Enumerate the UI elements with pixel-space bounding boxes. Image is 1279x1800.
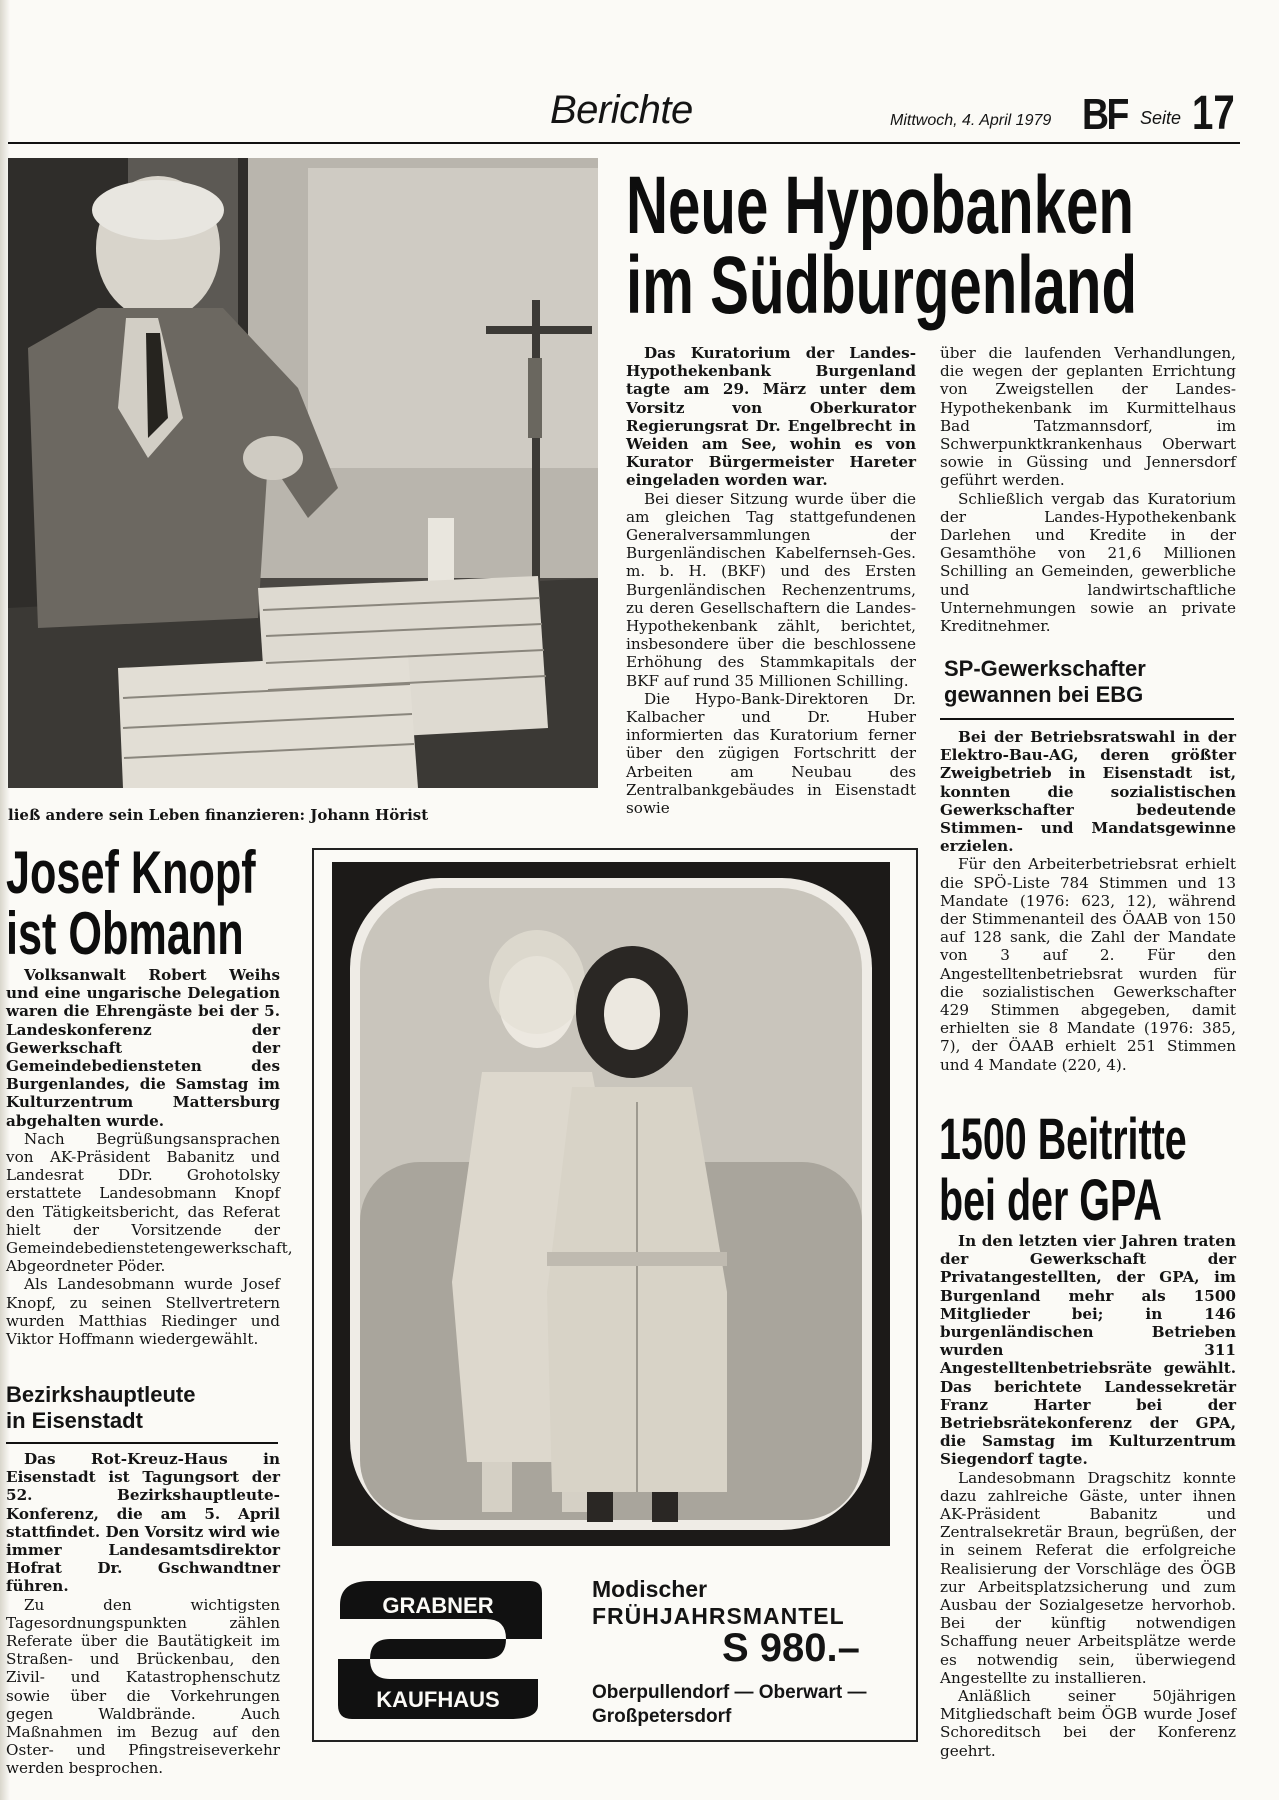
ad-line-1: Modischer	[592, 1576, 708, 1602]
article-hypo-column-1	[626, 344, 916, 817]
article-paragraph: Als Landesobmann wurde Josef Knopf, zu seinen Stellvertretern wurden Matthias Riedinger und Viktor Hoffmann wiedergewählt.	[6, 1275, 280, 1349]
ad-locations: Großpetersdorf	[592, 1706, 732, 1727]
article-paragraph: über die laufenden Verhandlungen, die wegen der geplanten Errichtung von Zweigstellen der Landes-Hypothekenbank im Kurmittelhaus Bad Tatzmannsdorf, im Schwerpunktkrankenhaus Oberwart sowie in Güssing und Jennersdorf geführt werden.	[940, 344, 1236, 490]
headline-sp-gewerkschafter	[944, 656, 1146, 709]
headline-line: ist Obmann	[6, 900, 244, 968]
header-rule	[8, 142, 1240, 144]
article-lead: In den letzten vier Jahren traten der Gewerkschaft der Privatangestellten, der GPA, im Burgenland mehr als 1500 Mitglieder bei; in 146 burgenländischen Betrieben wurden 311 Angestelltenbetriebsräte gewählt. Das berichtete Landessekretär Franz Harter bei der Betriebsrätekonferenz der GPA, die Samstag im Kulturzentrum Siegendorf tagte.	[940, 1232, 1236, 1469]
photo-caption: ließ andere sein Leben finanzieren: Johann Hörist	[8, 806, 429, 824]
article-lead: Bei der Betriebsratswahl in der Elektro-Bau-AG, deren größter Zweigbetrieb in Eisenstadt ist, konnten die sozialistischen Gewerkschafter bedeutende Stimmen- und Mandatsgewinne erzielen.	[940, 728, 1236, 856]
headline-line: gewannen bei EBG	[944, 682, 1144, 708]
headline-line: im Südburgenland	[626, 240, 1138, 332]
article-knopf-body	[6, 966, 293, 1349]
article-gpa-body	[940, 1232, 1236, 1760]
article-lead: Volksanwalt Robert Weihs und eine ungarische Delegation waren die Ehrengäste bei der 5. Landeskonferenz der Gewerkschaft der Gemeindebediensteten des Burgenlandes, die Samstag im Kulturzentrum Mattersburg abgehalten wurde.	[6, 966, 280, 1130]
ad-price: S 980.–	[722, 1626, 860, 1670]
article-sp-body	[940, 728, 1236, 1074]
headline-bezirkshauptleute	[6, 1382, 196, 1435]
article-lead: Das Kuratorium der Landes-Hypothekenbank Burgenland tagte am 29. März unter dem Vorsitz von Oberkurator Regierungsrat Dr. Engelbrecht in Weiden am See, wohin es von Kurator Bürgermeister Hareter eingeladen worden war.	[626, 344, 916, 490]
headline-hypobanken	[626, 160, 1138, 332]
section-title: Berichte	[550, 88, 693, 132]
headline-line: SP-Gewerkschafter	[944, 656, 1146, 681]
newspaper-logo: BF	[1082, 90, 1127, 139]
article-paragraph: Zu den wichtigsten Tagesordnungspunkten zählen Referate über die Bautätigkeit im Straßen- und Brückenbau, den Zivil- und Katastrophenschutz sowie über die Vorkehrungen gegen Waldbrände. Auch Maßnahmen im Bezug auf den Oster- und Pfingstreiseverkehr werden besprochen.	[6, 1595, 280, 1778]
brand-bottom: KAUFHAUS	[376, 1687, 500, 1712]
headline-line: Josef Knopf	[6, 839, 256, 906]
ad-photo	[332, 862, 890, 1546]
headline-line: Neue Hypobanken	[626, 160, 1134, 251]
news-photo	[8, 158, 598, 788]
article-paragraph: Die Hypo-Bank-Direktoren Dr. Kalbacher und Dr. Huber informierten das Kuratorium ferner über den zügigen Fortschritt der Arbeiten am Neubau des Zentralbankgebäudes in Eisenstadt sowie	[626, 689, 916, 818]
article-bezirk-body	[6, 1450, 280, 1778]
grabner-kaufhaus-logo	[330, 1575, 548, 1725]
brand-top: GRABNER	[382, 1593, 494, 1618]
article-paragraph: Landesobmann Dragschitz konnte dazu zahlreiche Gäste, unter ihnen AK-Präsident Babanitz und Zentralsekretär Braun, begrüßen, der in seinem Referat die erfolgreiche Realisierung der Vorschläge des ÖGB zur Arbeitsplatzsicherung und zum Ausbau der Sozialgesetze hervorhob. Bei der künftig notwendigen Schaffung neuer Arbeitsplätze werde es notwendig sein, überwiegend Angestellte zu installieren.	[940, 1468, 1236, 1687]
headline-line: Bezirkshauptleute	[6, 1382, 196, 1407]
page-number: 17	[1192, 87, 1235, 140]
article-hypo-column-2	[940, 344, 1236, 635]
headline-knopf	[6, 839, 256, 968]
ad-line-2: FRÜHJAHRSMANTEL	[592, 1603, 845, 1629]
ad-locations: Oberpullendorf — Oberwart —	[592, 1682, 867, 1703]
article-lead: Das Rot-Kreuz-Haus in Eisenstadt ist Tagungsort der 52. Bezirkshauptleute-Konferenz, die am 5. April stattfindet. Den Vorsitz wird wie immer Landesamtsdirektor Hofrat Dr. Gschwandtner führen.	[6, 1450, 280, 1596]
section-rule	[6, 1442, 278, 1444]
article-paragraph: Schließlich vergab das Kuratorium der Landes-Hypothekenbank Darlehen und Kredite in der Gesamthöhe von 21,6 Millionen Schilling an Gemeinden, gewerbliche und landwirtschaftliche Unternehmungen sowie an private Kreditnehmer.	[940, 489, 1236, 636]
issue-date: Mittwoch, 4. April 1979	[890, 112, 1052, 129]
headline-beitritte	[939, 1107, 1187, 1233]
article-paragraph: Für den Arbeiterbetriebsrat erhielt die SPÖ-Liste 784 Stimmen und 13 Mandate (1976: 623, 12), während der Stimmenanteil des ÖAAB von 150 auf 128 sank, die Zahl der Mandate von 3 auf 2. Für den Angestelltenbetriebsrat wurden für die sozialistischen Gewerkschafter 429 Stimmen abgegeben, damit erhielten sie 8 Mandate (1976: 385, 7), der ÖAAB erhielt 251 Stimmen und 4 Mandate (220, 4).	[940, 855, 1236, 1074]
article-paragraph: Bei dieser Sitzung wurde über die am gleichen Tag stattgefundenen Generalversammlungen der Burgenländischen Kabelfernseh-Ges. m. b. H. (BKF) und des Ersten Burgenländischen Rechenzentrums, zu deren Gesellschaftern die Landes-Hypothekenbank zählt, berichtet, insbesondere über die beschlossene Erhöhung des Stammkapitals der BKF auf rund 35 Millionen Schilling.	[626, 489, 916, 690]
headline-line: in Eisenstadt	[6, 1408, 143, 1434]
section-rule	[940, 718, 1234, 720]
headline-line: bei der GPA	[939, 1167, 1162, 1233]
article-paragraph: Nach Begrüßungsansprachen von AK-Präsident Babanitz und Landesrat DDr. Grohotolsky erstattete Landesobmann Knopf den Tätigkeitsbericht, das Referat hielt der Vorsitzende der Gemeindebedienstetengewerkschaft, Abgeordneter Pöder.	[6, 1129, 293, 1276]
page-label: Seite	[1140, 108, 1182, 128]
article-paragraph: Anläßlich seiner 50jährigen Mitgliedschaft beim ÖGB wurde Josef Schoreditsch bei der Konferenz geehrt.	[940, 1687, 1236, 1760]
headline-line: 1500 Beitritte	[939, 1107, 1187, 1172]
